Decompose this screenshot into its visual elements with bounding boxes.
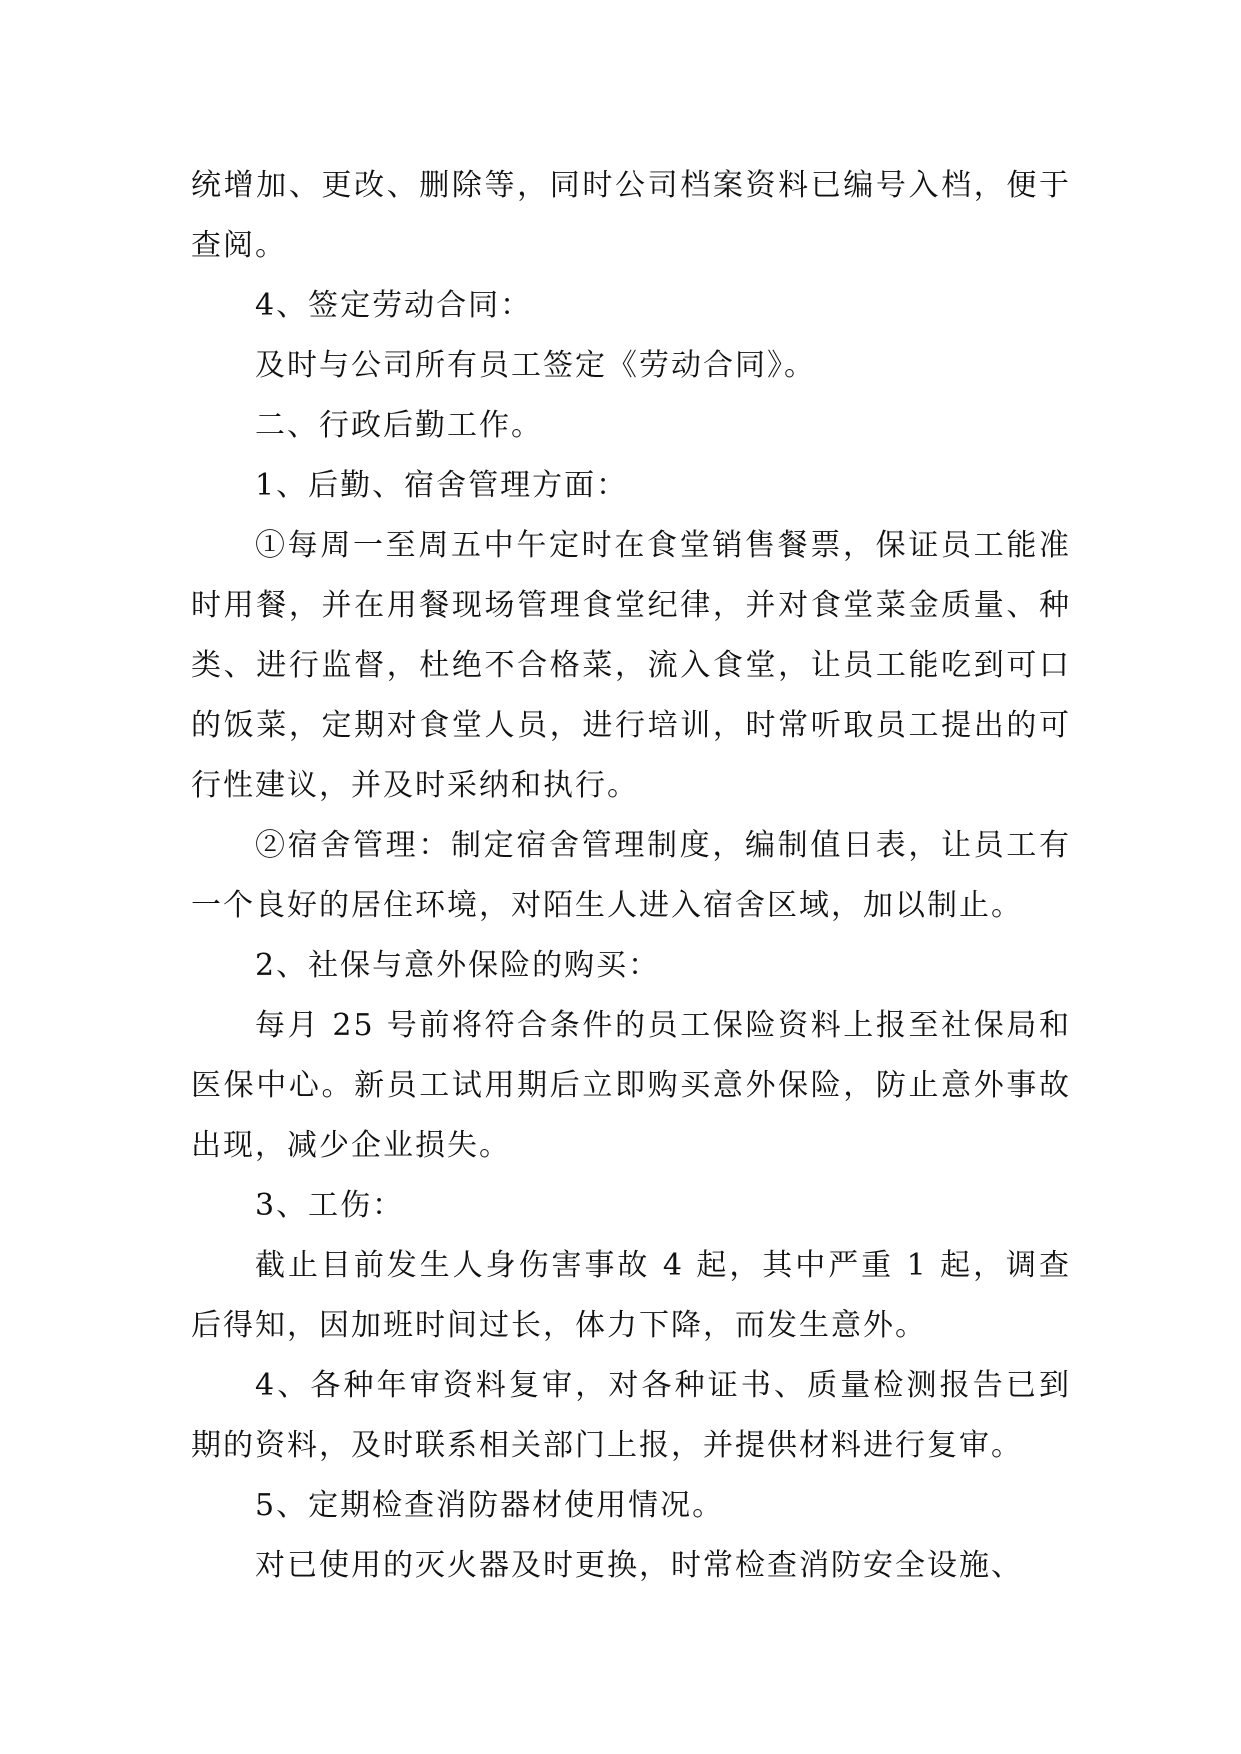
paragraph-canteen: ①每周一至周五中午定时在食堂销售餐票，保证员工能准时用餐，并在用餐现场管理食堂纪律，并对食堂菜金质量、种类、进行监督，杜绝不合格菜，流入食堂，让员工能吃到可口的饭菜，定期对食堂人员，进行培训，时常听取员工提出的可行性建议，并及时采纳和执行。 — [191, 528, 1071, 803]
heading-fire-equipment: 5、定期检查消防器材使用情况。 — [255, 1488, 725, 1523]
heading-work-injury: 3、工伤： — [255, 1188, 405, 1223]
paragraph-work-injury: 截止目前发生人身伤害事故 4 起，其中严重 1 起，调查后得知，因加班时间过长，体力下降，而发生意外。 — [191, 1248, 1071, 1343]
heading-logistics-dormitory: 1、后勤、宿舍管理方面： — [255, 468, 629, 503]
paragraph-social-insurance: 每月 25 号前将符合条件的员工保险资料上报至社保局和医保中心。新员工试用期后立即购买意外保险，防止意外事故出现，减少企业损失。 — [191, 1008, 1071, 1163]
paragraph-annual-review: 4、各种年审资料复审，对各种证书、质量检测报告已到期的资料，及时联系相关部门上报，并提供材料进行复审。 — [191, 1368, 1071, 1463]
paragraph-labor-contract: 及时与公司所有员工签定《劳动合同》。 — [255, 348, 816, 383]
heading-social-insurance: 2、社保与意外保险的购买： — [255, 948, 661, 983]
paragraph-fire-equipment: 对已使用的灭火器及时更换，时常检查消防安全设施、 — [255, 1548, 1023, 1583]
paragraph-archive-continuation: 统增加、更改、删除等，同时公司档案资料已编号入档，便于查阅。 — [191, 168, 1071, 263]
paragraph-dormitory: ②宿舍管理：制定宿舍管理制度，编制值日表，让员工有一个良好的居住环境，对陌生人进入宿舍区域，加以制止。 — [191, 828, 1071, 923]
heading-labor-contract: 4、签定劳动合同： — [255, 288, 533, 323]
document-body — [191, 156, 1071, 1596]
section-heading-admin-logistics: 二、行政后勤工作。 — [255, 408, 543, 443]
